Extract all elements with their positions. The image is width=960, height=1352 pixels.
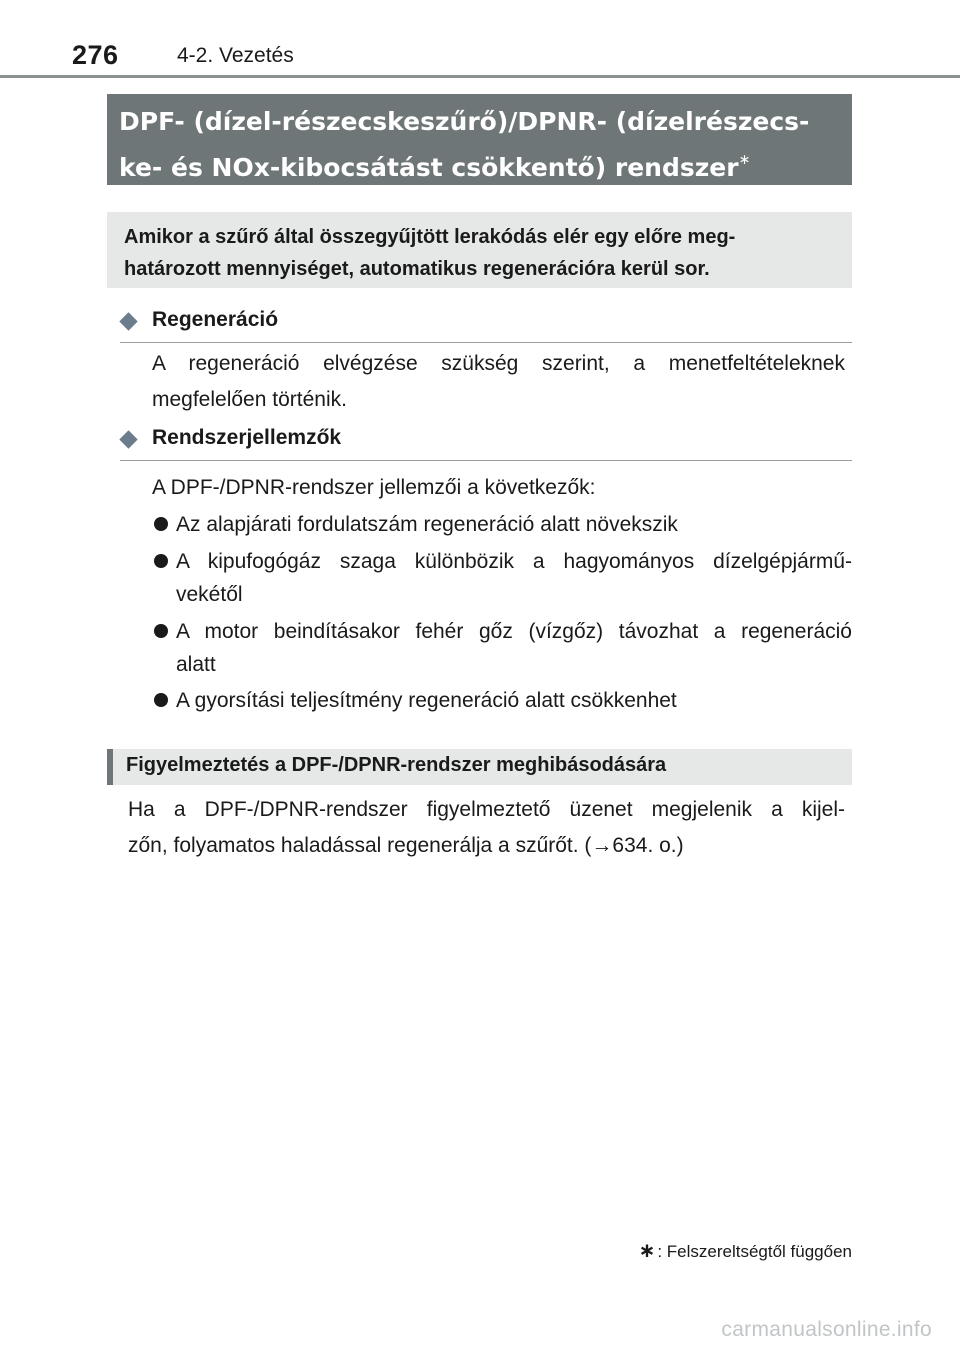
footnote [639,1238,852,1263]
regeneration-line-2: megfelelően történik. [152,388,347,411]
bullet-text: A kipufogógáz szaga különbözik a hagyományos dízelgépjármű- [176,550,852,573]
page-number: 276 [72,40,119,70]
bullet-icon [154,517,168,531]
diamond-icon [119,430,137,448]
section-title: 4-2. Vezetés [177,44,294,67]
regeneration-line-1: A regeneráció elvégzése szükség szerint, a menetfeltételeknek [152,352,845,375]
heading-line-1: DPF- (dízel-részecskeszűrő)/DPNR- (dízelrészecs- [119,107,810,136]
bullet-text: Az alapjárati fordulatszám regeneráció alatt növekszik [176,513,678,536]
bullet-text: A motor beindításakor fehér gőz (vízgőz) távozhat a regeneráció [176,620,852,643]
footnote-marker: ∗ [738,152,751,168]
subheading-regeneration [120,306,852,343]
features-lead-text: A DPF-/DPNR-rendszer jellemzői a következők: [152,476,596,499]
asterisk-icon: ∗ [638,1240,656,1262]
heading-line-2-text: ke- és NOx-kibocsátást csökkentő) rendszer [119,153,739,182]
warning-line-2: zőn, folyamatos haladással regenerálja a szűrőt. (→634. o.) [128,834,684,857]
section-heading-box [107,94,852,185]
warning-heading: Figyelmeztetés a DPF-/DPNR-rendszer meghibásodására [126,754,667,776]
intro-summary-box [107,212,852,288]
bullet-icon [154,554,168,568]
bullet-text-continued: alatt [176,653,216,676]
watermark: carmanualsonline.info [721,1318,932,1341]
features-lead [152,470,845,506]
diamond-icon [119,312,137,330]
bullet-icon [154,693,168,707]
subheading-features [120,424,852,461]
bullet-text-continued: vekétől [176,583,243,606]
regeneration-paragraph [152,346,845,418]
subheading-label: Regeneráció [152,308,279,331]
bullet-text: A gyorsítási teljesítmény regeneráció alatt csökkenhet [176,689,677,712]
warning-paragraph [128,792,845,864]
intro-line-2: határozott mennyiséget, automatikus regenerációra kerül sor. [124,258,710,280]
intro-line-1: Amikor a szűrő által összegyűjtött lerakódás elér egy előre meg- [124,226,736,248]
header-divider [0,75,960,78]
footnote-text: : Felszereltségtől függően [657,1242,852,1261]
warning-line-1: Ha a DPF-/DPNR-rendszer figyelmeztető üzenet megjelenik a kijel- [128,798,845,821]
bullet-icon [154,624,168,638]
warning-heading-box [107,749,852,785]
subheading-label: Rendszerjellemzők [152,426,342,449]
heading-line-2 [119,141,840,187]
